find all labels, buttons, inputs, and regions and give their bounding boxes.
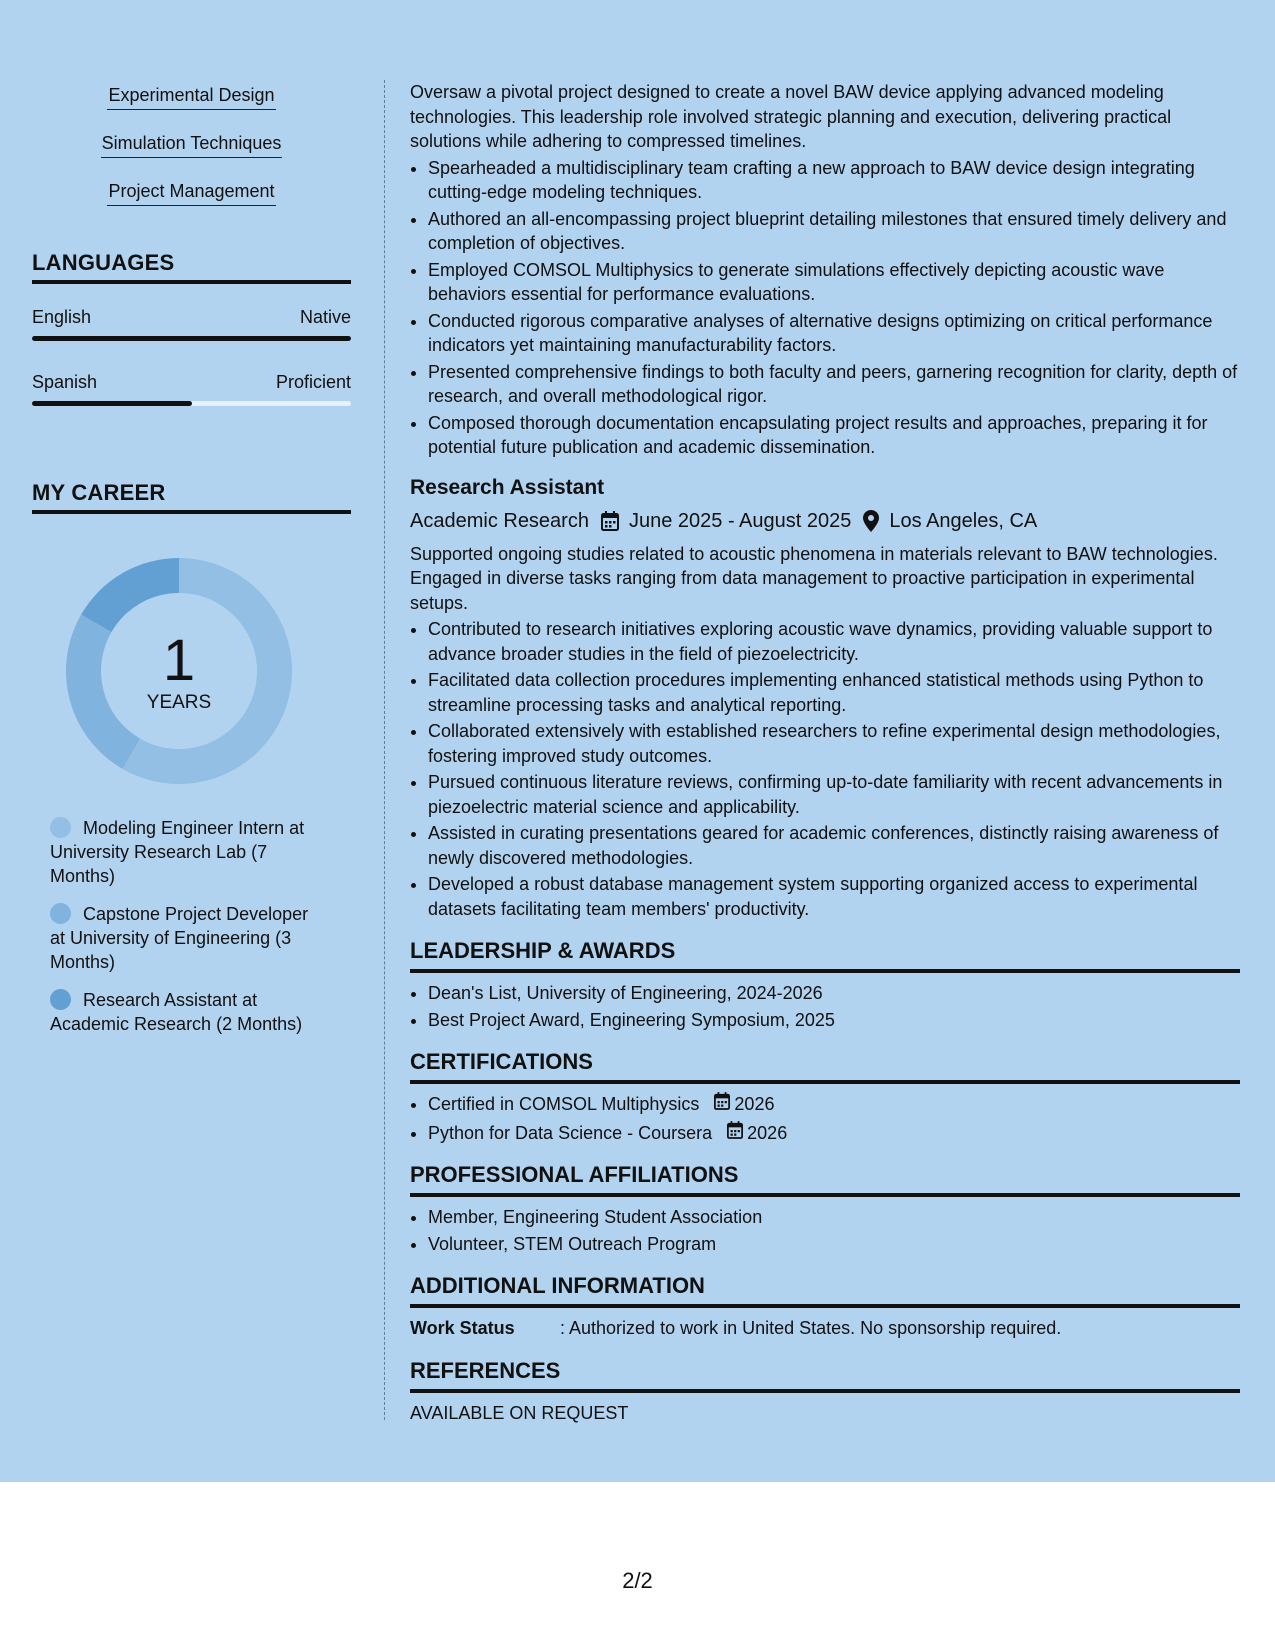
job-dates: June 2025 - August 2025 (628, 509, 852, 532)
career-legend-label: Capstone Project Developer at University of Engineering (3 Months) (50, 904, 309, 972)
bullet-item: • Spearheaded a multidisciplinary team crafting a new approach to BAW device design integrating cutting-edge modeling techniques. (428, 156, 1240, 205)
certification-year: 2026 (747, 1122, 788, 1143)
career-donut-chart (66, 558, 292, 784)
certifications-heading: CERTIFICATIONS (410, 1048, 1240, 1084)
award-item: • Best Project Award, Engineering Symposium, 2025 (428, 1008, 1240, 1033)
language-name: Spanish (32, 372, 98, 392)
bullet-item: • Pursued continuous literature reviews, confirming up-to-date familiarity with recent advancements in piezoelectric material science and applicability. (428, 770, 1240, 819)
job-meta (410, 508, 1240, 534)
bullet-item: • Employed COMSOL Multiphysics to generate simulations effectively depicting acoustic wave behaviors essential for performance evaluations. (428, 258, 1240, 307)
language-bar-fill (32, 401, 192, 406)
leadership-list (410, 981, 1240, 1032)
calendar-icon (727, 1121, 747, 1146)
references-text: AVAILABLE ON REQUEST (410, 1402, 629, 1423)
job-intro: Supported ongoing studies related to acoustic phenomena in materials relevant to BAW technologies. Engaged in diverse tasks ranging from data management to proactive participation in experimental setups. (410, 543, 1218, 613)
language-level: Proficient (275, 372, 351, 392)
bullet-item: • Developed a robust database management system supporting organized access to experimental datasets facilitating team members' productivity. (428, 872, 1240, 921)
career-legend-item (50, 988, 320, 1036)
skill-item: Simulation Techniques (101, 130, 283, 158)
affiliation-item: • Member, Engineering Student Association (428, 1205, 1240, 1230)
leadership-heading: LEADERSHIP & AWARDS (410, 937, 1240, 973)
certification-item (428, 1092, 1240, 1117)
certification-name: Python for Data Science - Coursera (428, 1122, 713, 1143)
language-bar-fill (32, 336, 351, 341)
work-status-label: Work Status (410, 1318, 515, 1338)
languages-heading: LANGUAGES (32, 250, 351, 284)
legend-dot (50, 817, 71, 838)
language-bar (32, 336, 351, 341)
career-heading: MY CAREER (32, 480, 351, 514)
career-legend-item (50, 816, 320, 888)
career-legend-item (50, 902, 320, 974)
affiliations-heading: PROFESSIONAL AFFILIATIONS (410, 1161, 1240, 1197)
map-pin-icon (863, 510, 879, 532)
job-company: Academic Research (410, 509, 589, 532)
affiliation-item: • Volunteer, STEM Outreach Program (428, 1232, 1240, 1257)
skill-item: Experimental Design (107, 82, 275, 110)
job-location: Los Angeles, CA (889, 509, 1038, 532)
left-column (32, 70, 351, 1050)
bullet-item: • Presented comprehensive findings to both faculty and peers, garnering recognition for clarity, depth of research, and overall methodological rigor. (428, 360, 1240, 409)
bullet-item: • Conducted rigorous comparative analyses of alternative designs optimizing on critical performance indicators yet maintaining manufacturability factors. (428, 309, 1240, 358)
career-total-unit: YEARS (146, 692, 212, 713)
work-status-value: : Authorized to work in United States. No sponsorship required. (560, 1318, 1062, 1338)
certification-item (428, 1121, 1240, 1146)
project-intro: Oversaw a pivotal project designed to create a novel BAW device applying advanced modeling technologies. This leadership role involved strategic planning and execution, delivering practical solutions while adhering to compressed timelines. (410, 82, 1172, 151)
page-number: 2/2 (622, 1568, 653, 1593)
language-level: Native (299, 307, 351, 327)
work-status-row (410, 1316, 1240, 1341)
calendar-icon (601, 511, 619, 531)
bullet-item: • Contributed to research initiatives exploring acoustic wave dynamics, providing valuable support to advance broader studies in the field of piezoelectricity. (428, 617, 1240, 666)
certification-year: 2026 (734, 1094, 775, 1114)
skills-list (32, 70, 351, 214)
bullet-item: • Facilitated data collection procedures implementing enhanced statistical methods using Python to streamline processing tasks and analytical reporting. (428, 668, 1240, 717)
award-item: • Dean's List, University of Engineering, 2024-2026 (428, 981, 1240, 1006)
career-total-years: 1 (162, 628, 196, 693)
bullet-item: • Authored an all-encompassing project blueprint detailing milestones that ensured timely delivery and completion of objectives. (428, 207, 1240, 256)
career-legend (32, 816, 351, 1036)
career-legend-label: Modeling Engineer Intern at University Research Lab (7 Months) (50, 818, 305, 886)
legend-dot (50, 989, 71, 1010)
certification-name: Certified in COMSOL Multiphysics (428, 1094, 700, 1114)
skill-item: Project Management (107, 178, 275, 206)
career-legend-label: Research Assistant at Academic Research (2 Months) (50, 990, 303, 1034)
right-column (410, 80, 1240, 1425)
bullet-item: • Collaborated extensively with established researchers to refine experimental design methodologies, fostering improved study outcomes. (428, 719, 1240, 768)
job-bullets (410, 617, 1240, 921)
job-title: Research Assistant (410, 475, 605, 499)
references-heading: REFERENCES (410, 1357, 1240, 1393)
certifications-list (410, 1092, 1240, 1145)
legend-dot (50, 903, 71, 924)
bullet-item: • Composed thorough documentation encapsulating project results and approaches, preparing it for potential future publication and academic dissemination. (428, 411, 1240, 460)
language-spanish (32, 371, 351, 406)
language-english (32, 306, 351, 341)
column-divider (384, 80, 385, 1420)
affiliations-list (410, 1205, 1240, 1256)
language-bar (32, 401, 351, 406)
additional-info-heading: ADDITIONAL INFORMATION (410, 1272, 1240, 1308)
language-name: English (32, 307, 92, 327)
project-bullets (410, 156, 1240, 460)
bullet-item: • Assisted in curating presentations geared for academic conferences, distinctly raising awareness of newly discovered methodologies. (428, 821, 1240, 870)
calendar-icon (714, 1092, 734, 1117)
